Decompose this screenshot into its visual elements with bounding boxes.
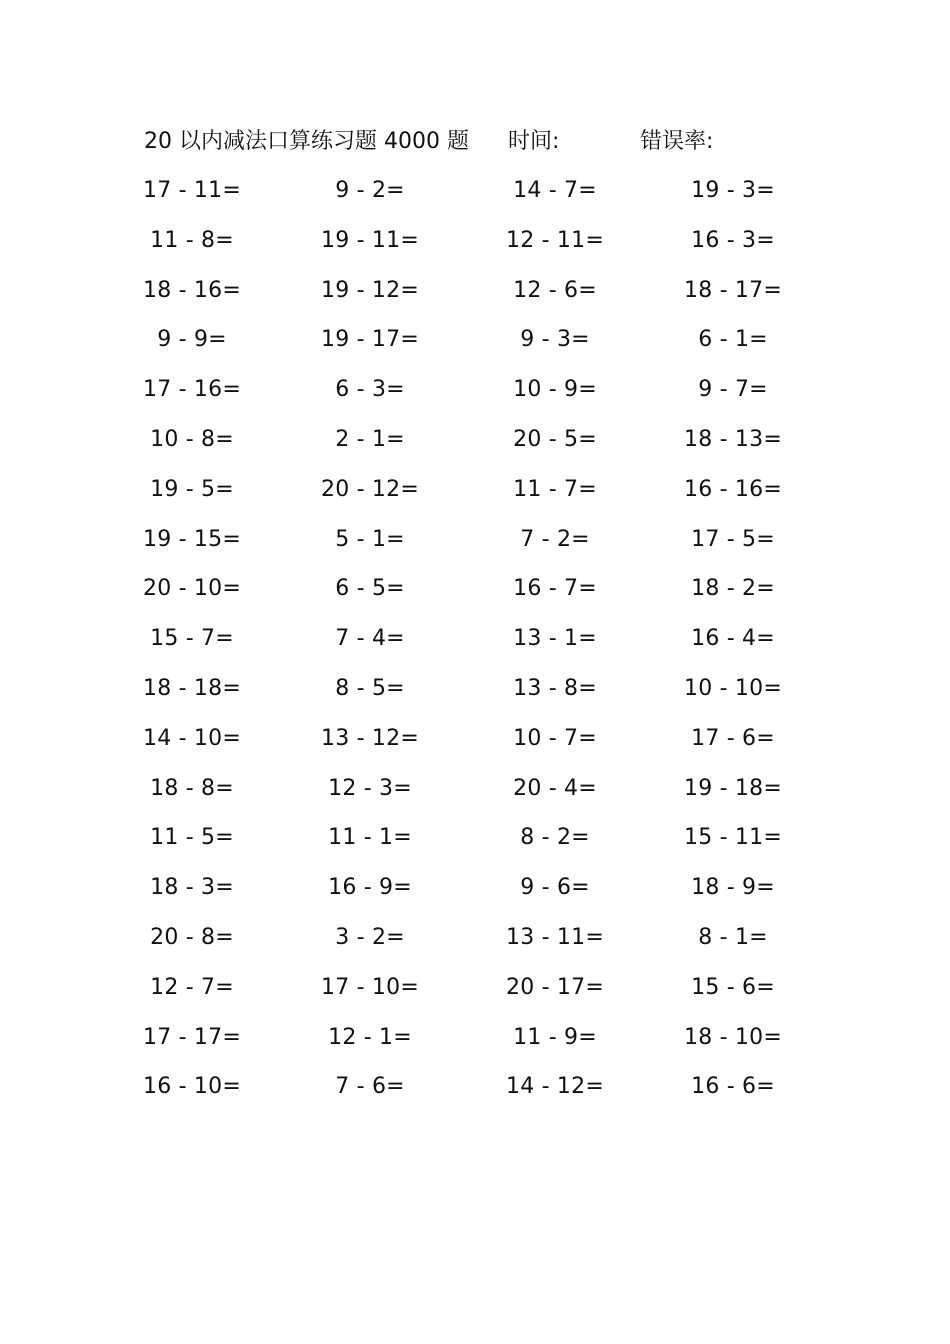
problem-row <box>0 821 950 871</box>
problem-row <box>0 971 950 1021</box>
subtraction-problem: 8 - 2= <box>520 825 590 851</box>
subtraction-problem: 18 - 17= <box>684 277 782 303</box>
problem-row <box>0 423 950 473</box>
subtraction-problem: 19 - 11= <box>321 227 419 253</box>
subtraction-problem: 18 - 2= <box>691 576 775 602</box>
subtraction-problem: 12 - 3= <box>328 775 412 801</box>
subtraction-problem: 6 - 1= <box>698 327 768 353</box>
subtraction-problem: 16 - 4= <box>691 626 775 652</box>
subtraction-problem: 20 - 5= <box>513 426 597 452</box>
subtraction-problem: 9 - 2= <box>335 178 405 203</box>
subtraction-problem: 12 - 1= <box>328 1024 412 1050</box>
problem-row <box>0 323 950 373</box>
subtraction-problem: 12 - 6= <box>513 277 597 303</box>
problem-row <box>0 174 950 224</box>
subtraction-problem: 7 - 6= <box>335 1074 405 1100</box>
subtraction-problem: 20 - 10= <box>143 576 241 602</box>
subtraction-problem: 12 - 7= <box>150 974 234 1000</box>
worksheet-header <box>144 126 844 158</box>
problem-row <box>0 871 950 921</box>
subtraction-problem: 14 - 7= <box>513 178 597 203</box>
subtraction-problem: 17 - 17= <box>143 1024 241 1050</box>
subtraction-problem: 9 - 6= <box>520 875 590 901</box>
subtraction-problem: 6 - 3= <box>335 377 405 403</box>
problem-row <box>0 722 950 772</box>
subtraction-problem: 16 - 6= <box>691 1074 775 1100</box>
subtraction-problem: 14 - 12= <box>506 1074 604 1100</box>
subtraction-problem: 16 - 3= <box>691 227 775 253</box>
subtraction-problem: 10 - 10= <box>684 675 782 701</box>
subtraction-problem: 18 - 9= <box>691 875 775 901</box>
subtraction-problem: 20 - 12= <box>321 476 419 502</box>
time-label: 时间: <box>508 129 560 154</box>
subtraction-problem: 9 - 9= <box>157 327 227 353</box>
problem-row <box>0 473 950 523</box>
subtraction-problem: 6 - 5= <box>335 576 405 602</box>
subtraction-problem: 13 - 8= <box>513 675 597 701</box>
problem-grid <box>0 174 950 1120</box>
subtraction-problem: 15 - 7= <box>150 626 234 652</box>
subtraction-problem: 3 - 2= <box>335 924 405 950</box>
subtraction-problem: 9 - 3= <box>520 327 590 353</box>
subtraction-problem: 7 - 2= <box>520 526 590 552</box>
subtraction-problem: 11 - 5= <box>150 825 234 851</box>
subtraction-problem: 7 - 4= <box>335 626 405 652</box>
problem-row <box>0 1021 950 1071</box>
error-rate-label: 错误率: <box>640 129 714 154</box>
problem-row <box>0 224 950 274</box>
problem-row <box>0 274 950 324</box>
subtraction-problem: 11 - 9= <box>513 1024 597 1050</box>
subtraction-problem: 18 - 18= <box>143 675 241 701</box>
subtraction-problem: 16 - 16= <box>684 476 782 502</box>
subtraction-problem: 14 - 10= <box>143 725 241 751</box>
subtraction-problem: 12 - 11= <box>506 227 604 253</box>
subtraction-problem: 8 - 5= <box>335 675 405 701</box>
subtraction-problem: 18 - 16= <box>143 277 241 303</box>
subtraction-problem: 13 - 1= <box>513 626 597 652</box>
subtraction-problem: 20 - 4= <box>513 775 597 801</box>
subtraction-problem: 17 - 11= <box>143 178 241 203</box>
subtraction-problem: 18 - 8= <box>150 775 234 801</box>
subtraction-problem: 16 - 7= <box>513 576 597 602</box>
subtraction-problem: 10 - 8= <box>150 426 234 452</box>
subtraction-problem: 2 - 1= <box>335 426 405 452</box>
problem-row <box>0 921 950 971</box>
subtraction-problem: 17 - 16= <box>143 377 241 403</box>
subtraction-problem: 19 - 15= <box>143 526 241 552</box>
subtraction-problem: 20 - 17= <box>506 974 604 1000</box>
subtraction-problem: 19 - 12= <box>321 277 419 303</box>
subtraction-problem: 10 - 7= <box>513 725 597 751</box>
subtraction-problem: 11 - 7= <box>513 476 597 502</box>
subtraction-problem: 15 - 11= <box>684 825 782 851</box>
problem-row <box>0 622 950 672</box>
subtraction-problem: 13 - 11= <box>506 924 604 950</box>
subtraction-problem: 11 - 1= <box>328 825 412 851</box>
subtraction-problem: 18 - 13= <box>684 426 782 452</box>
subtraction-problem: 13 - 12= <box>321 725 419 751</box>
subtraction-problem: 17 - 5= <box>691 526 775 552</box>
subtraction-problem: 20 - 8= <box>150 924 234 950</box>
problem-row <box>0 1070 950 1120</box>
problem-row <box>0 572 950 622</box>
subtraction-problem: 16 - 10= <box>143 1074 241 1100</box>
subtraction-problem: 19 - 18= <box>684 775 782 801</box>
subtraction-problem: 5 - 1= <box>335 526 405 552</box>
subtraction-problem: 17 - 10= <box>321 974 419 1000</box>
subtraction-problem: 9 - 7= <box>698 377 768 403</box>
subtraction-problem: 17 - 6= <box>691 725 775 751</box>
subtraction-problem: 19 - 17= <box>321 327 419 353</box>
worksheet-title: 20 以内减法口算练习题 4000 题 <box>144 129 469 154</box>
subtraction-problem: 18 - 3= <box>150 875 234 901</box>
problem-row <box>0 672 950 722</box>
subtraction-problem: 19 - 3= <box>691 178 775 203</box>
problem-row <box>0 523 950 573</box>
subtraction-problem: 18 - 10= <box>684 1024 782 1050</box>
problem-row <box>0 772 950 822</box>
subtraction-problem: 16 - 9= <box>328 875 412 901</box>
subtraction-problem: 10 - 9= <box>513 377 597 403</box>
subtraction-problem: 8 - 1= <box>698 924 768 950</box>
subtraction-problem: 15 - 6= <box>691 974 775 1000</box>
subtraction-problem: 11 - 8= <box>150 227 234 253</box>
subtraction-problem: 19 - 5= <box>150 476 234 502</box>
problem-row <box>0 373 950 423</box>
